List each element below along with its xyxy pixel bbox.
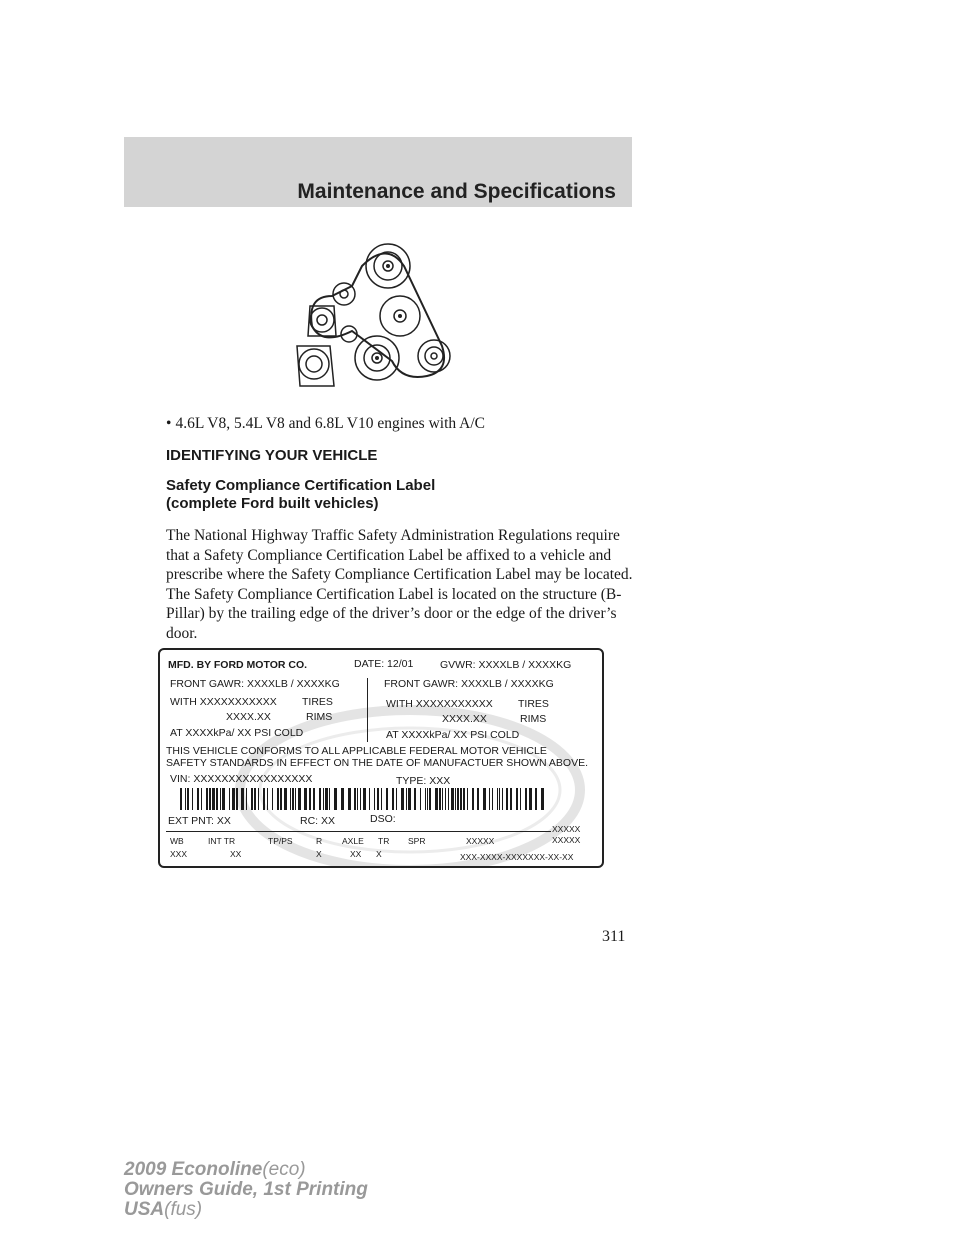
- footer-market-code: (fus): [164, 1199, 203, 1220]
- label-int-tr-value: XX: [230, 849, 242, 859]
- label-int-tr: INT TR: [208, 836, 236, 846]
- label-at-left: AT XXXXkPa/ XX PSI COLD: [170, 727, 304, 739]
- label-gvwr: GVWR: XXXXLB / XXXXKG: [440, 659, 572, 671]
- label-rear-gawr: FRONT GAWR: XXXXLB / XXXXKG: [384, 678, 554, 690]
- label-serial: XXX-XXXX-XXXXXXX-XX-XX: [460, 852, 574, 862]
- label-divider: [367, 678, 368, 742]
- body-paragraph: The National Highway Traffic Safety Administration Regulations require that a Safety Compliance Certification Label be affixed to a vehicle and prescribe where the Safety Compliance Certification Label may be located. The Safety Compliance Certification Label is located on the structure (B-Pillar) by the trailing edge of the driver’s door or the edge of the driver’s door.: [166, 527, 633, 642]
- label-spr: SPR: [408, 836, 426, 846]
- footer-print-info: [124, 1160, 368, 1220]
- label-r: R: [316, 836, 323, 846]
- label-dso: DSO:: [370, 813, 396, 825]
- label-ext-pnt: EXT PNT: XX: [168, 815, 231, 827]
- label-size-left: XXXX.XX: [226, 711, 271, 723]
- engine-note-text: 4.6L V8, 5.4L V8 and 6.8L V10 engines with A/C: [175, 415, 485, 432]
- label-code2: XXXXX: [552, 835, 581, 845]
- label-wb-value: XXX: [170, 849, 188, 859]
- section-heading: IDENTIFYING YOUR VEHICLE: [166, 447, 378, 464]
- bullet-symbol: •: [166, 415, 172, 432]
- label-axle-value: XX: [350, 849, 362, 859]
- page-section-title: Maintenance and Specifications: [297, 180, 616, 203]
- footer-market: USA: [124, 1199, 165, 1220]
- label-at-right: AT XXXXkPa/ XX PSI COLD: [386, 729, 520, 741]
- label-with-left: WITH XXXXXXXXXXX: [170, 696, 277, 708]
- subsection-heading-line2: (complete Ford built vehicles): [166, 495, 379, 512]
- subsection-heading: [166, 477, 435, 513]
- certification-label-illustration: [158, 648, 604, 868]
- label-type: TYPE: XXX: [396, 775, 451, 787]
- subsection-heading-line1: Safety Compliance Certification Label: [166, 477, 436, 494]
- page-number: 311: [602, 928, 626, 945]
- footer-model-code: (eco): [262, 1159, 306, 1180]
- label-size-right: XXXX.XX: [442, 713, 487, 725]
- footer-model: 2009 Econoline: [124, 1159, 263, 1180]
- label-tires-left: TIRES: [302, 696, 333, 708]
- label-conform-line1: THIS VEHICLE CONFORMS TO ALL APPLICABLE FEDERAL MOTOR VEHICLE: [166, 745, 547, 757]
- label-tr: TR: [378, 836, 390, 846]
- label-axle: AXLE: [342, 836, 364, 846]
- header-band: [124, 137, 632, 207]
- label-tires-right: TIRES: [518, 698, 549, 710]
- label-spr-value: XXXXX: [466, 836, 495, 846]
- label-conform-line2: SAFETY STANDARDS IN EFFECT ON THE DATE OF MANUFACTUER SHOWN ABOVE.: [166, 757, 588, 769]
- accessory-drive-belt-diagram: [292, 236, 472, 396]
- label-rims-right: RIMS: [520, 713, 547, 725]
- label-date: DATE: 12/01: [354, 658, 414, 670]
- label-rims-left: RIMS: [306, 711, 333, 723]
- label-vin: VIN: XXXXXXXXXXXXXXXXX: [170, 773, 313, 785]
- label-tr-value: X: [376, 849, 382, 859]
- label-front-gawr: FRONT GAWR: XXXXLB / XXXXKG: [170, 678, 340, 690]
- label-mfd: MFD. BY FORD MOTOR CO.: [168, 659, 308, 671]
- label-wb: WB: [170, 836, 184, 846]
- label-r-value: X: [316, 849, 322, 859]
- label-code1: XXXXX: [552, 824, 581, 834]
- label-row-rule: [166, 831, 551, 832]
- label-tp-ps: TP/PS: [268, 836, 293, 846]
- engine-note-bullet: [166, 415, 485, 433]
- label-with-right: WITH XXXXXXXXXXX: [386, 698, 493, 710]
- footer-printing: Owners Guide, 1st Printing: [124, 1179, 368, 1200]
- vin-barcode: [180, 788, 550, 810]
- label-rc: RC: XX: [300, 815, 336, 827]
